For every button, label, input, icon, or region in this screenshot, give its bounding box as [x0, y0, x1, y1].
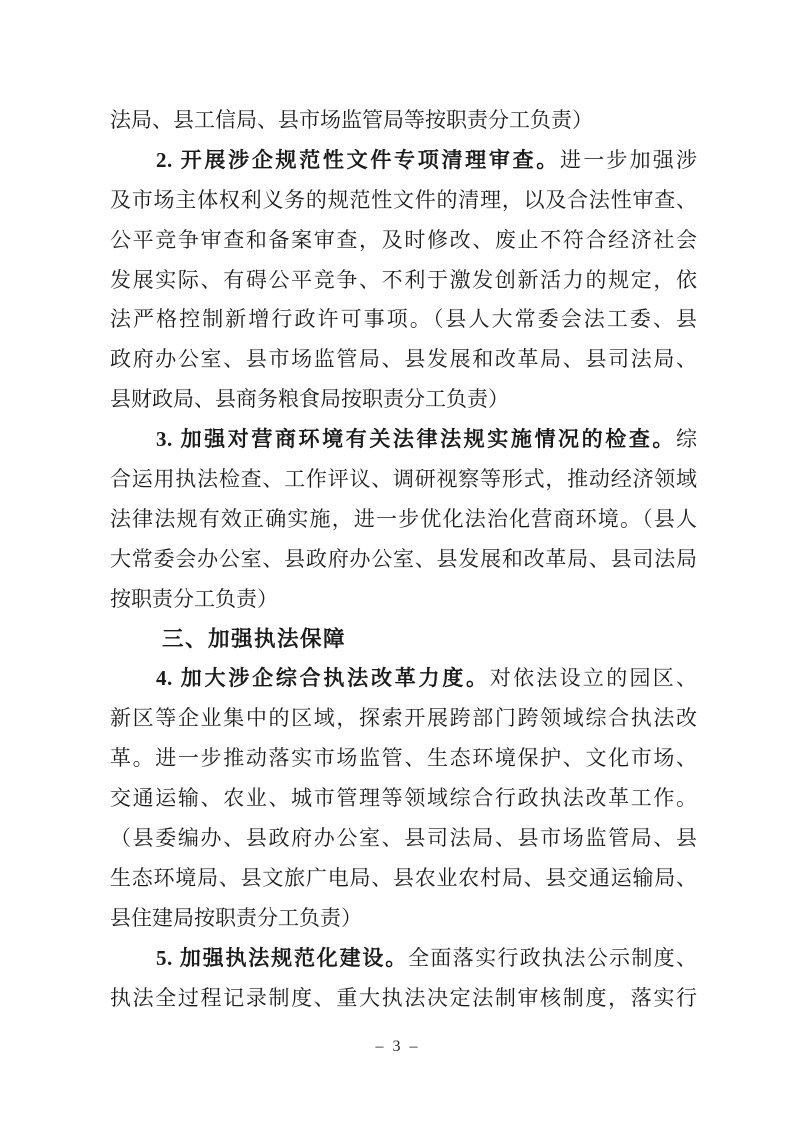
body-text: 大常委会办公室、县政府办公室、县发展和改革局、县司法局 — [110, 546, 697, 571]
body-text: 发展实际、有碍公平竞争、不利于激发创新活力的规定，依 — [110, 267, 697, 292]
body-text: 法局、县工信局、县市场监管局等按职责分工负责） — [110, 108, 593, 132]
lead-in-bold-text: 2. 开展涉企规范性文件专项清理审查。 — [156, 147, 560, 172]
text-line — [110, 540, 697, 580]
text-line — [110, 699, 697, 739]
body-text: 法律法规有效正确实施，进一步优化法治化营商环境。（县人 — [110, 506, 697, 531]
text-line — [110, 181, 697, 221]
text-line — [110, 340, 697, 380]
text-line — [110, 300, 697, 340]
body-text: 交通运输、农业、城市管理等领域综合行政执法改革工作。 — [110, 786, 697, 811]
text-line — [110, 939, 697, 979]
body-text: 县财政局、县商务粮食局按职责分工负责） — [110, 387, 509, 412]
body-text: 法严格控制新增行政许可事项。（县人大常委会法工委、县 — [110, 307, 697, 332]
lead-in-bold-text: 5. 加强执法规范化建设。 — [156, 945, 409, 970]
text-line — [110, 779, 697, 819]
text-line — [110, 261, 697, 301]
text-line — [110, 101, 697, 141]
body-text: 执法全过程记录制度、重大执法决定法制审核制度，落实行 — [110, 985, 697, 1010]
text-line — [110, 899, 697, 939]
body-text: 进一步加强涉 — [559, 147, 698, 172]
body-text: 综 — [676, 427, 697, 452]
heading-text: 三、加强执法保障 — [162, 626, 347, 651]
lead-in-bold-text: 3. 加强对营商环境有关法律法规实施情况的检查。 — [156, 427, 676, 452]
body-text: 对依法设立的园区、 — [489, 666, 698, 691]
body-text: 全面落实行政执法公示制度、 — [408, 945, 698, 970]
text-line — [110, 580, 697, 620]
section-heading — [110, 620, 697, 660]
body-text: （县委编办、县政府办公室、县司法局、县市场监管局、县 — [110, 826, 697, 851]
text-line — [110, 420, 697, 460]
document-body — [110, 101, 697, 1018]
lead-in-bold-text: 4. 加大涉企综合执法改革力度。 — [156, 666, 490, 691]
body-text: 及市场主体权利义务的规范性文件的清理，以及合法性审查、 — [110, 187, 697, 212]
body-text: 按职责分工负责） — [110, 586, 278, 611]
text-line — [110, 221, 697, 261]
body-text: 政府办公室、县市场监管局、县发展和改革局、县司法局、 — [110, 347, 697, 372]
text-line — [110, 859, 697, 899]
body-text: 新区等企业集中的区域，探索开展跨部门跨领域综合执法改 — [110, 706, 697, 731]
text-line — [110, 500, 697, 540]
text-line — [110, 819, 697, 859]
text-line — [110, 141, 697, 181]
page-number: – 3 – — [375, 1038, 418, 1055]
text-line — [110, 979, 697, 1019]
body-text: 合运用执法检查、工作评议、调研视察等形式，推动经济领域 — [110, 467, 697, 492]
text-line — [110, 659, 697, 699]
body-text: 公平竞争审查和备案审查，及时修改、废止不符合经济社会 — [110, 227, 697, 252]
text-line — [110, 380, 697, 420]
text-line — [110, 460, 697, 500]
body-text: 县住建局按职责分工负责） — [110, 905, 362, 930]
body-text: 革。进一步推动落实市场监管、生态环境保护、文化市场、 — [110, 746, 697, 771]
text-line — [110, 739, 697, 779]
body-text: 生态环境局、县文旅广电局、县农业农村局、县交通运输局、 — [110, 865, 697, 890]
